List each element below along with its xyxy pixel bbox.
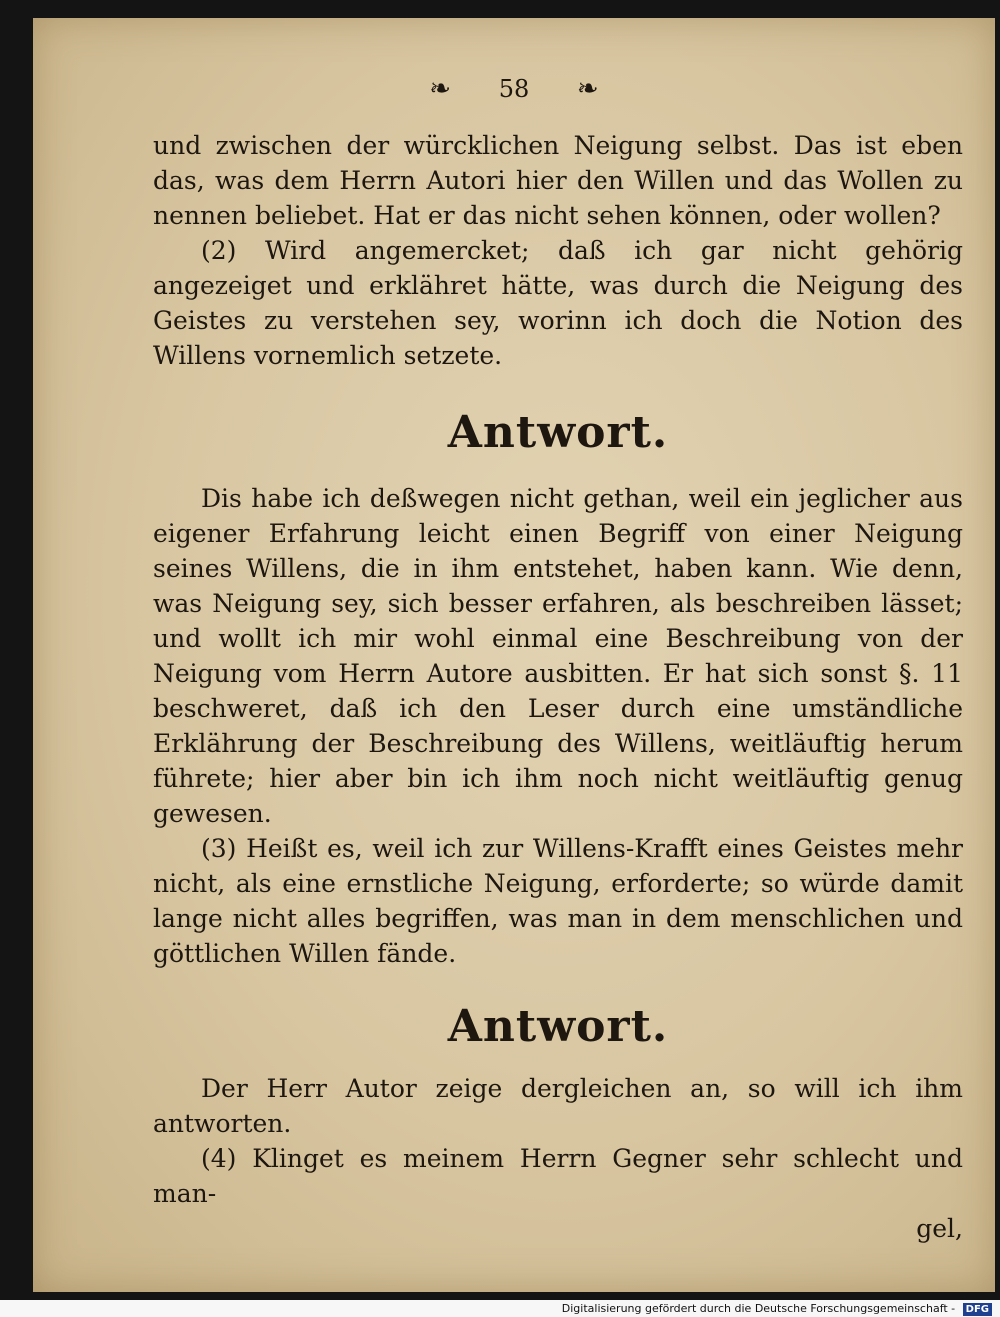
paragraph-6: (4) Klinget es meinem Herrn Gegner sehr schlecht und man- xyxy=(153,1144,963,1208)
paragraph-4: (3) Heißt es, weil ich zur Willens-Krafft eines Geistes mehr nicht, als eine ernstliche Neigung, erforderte; so würde damit lange nicht alles begriffen, was man in dem menschlichen und göttlichen Willen fände. xyxy=(153,834,963,968)
ornament-left-icon: ❧ xyxy=(429,74,452,104)
digitization-footer xyxy=(562,1300,992,1317)
dfg-logo: DFG xyxy=(963,1303,992,1316)
heading-antwort-1: Antwort. xyxy=(447,407,669,458)
heading-antwort-2: Antwort. xyxy=(447,1001,669,1052)
ornament-right-icon: ❧ xyxy=(576,74,599,104)
footer-credit: Digitalisierung gefördert durch die Deutsche Forschungsgemeinschaft - xyxy=(561,1302,956,1315)
book-page xyxy=(33,18,995,1292)
page-header xyxy=(33,74,995,104)
page-text xyxy=(153,128,963,1246)
paragraph-3: Dis habe ich deßwegen nicht gethan, weil ein jeglicher aus eigener Erfahrung leicht einen Begriff von einer Neigung seines Willens, die in ihm entstehet, haben kann. Wie denn, was Neigung sey, sich besser erfahren, als beschreiben lässet; und wollt ich mir wohl einmal eine Beschreibung von der Neigung vom Herrn Autore ausbitten. Er hat sich sonst §. 11 beschweret, daß ich den Leser durch eine umständliche Erklährung der Beschreibung des Willens, weitläuftig herum führete; hier aber bin ich ihm noch nicht weitläuftig genug gewesen. xyxy=(153,484,963,828)
catchword: gel, xyxy=(916,1214,963,1243)
page-number: 58 xyxy=(498,75,530,103)
paragraph-1: und zwischen der würcklichen Neigung selbst. Das ist eben das, was dem Herrn Autori hier den Willen und das Wollen zu nennen beliebet. Hat er das nicht sehen können, oder wollen? xyxy=(153,131,963,230)
paragraph-5: Der Herr Autor zeige dergleichen an, so will ich ihm antworten. xyxy=(153,1074,963,1138)
paragraph-2: (2) Wird angemercket; daß ich gar nicht gehörig angezeiget und erklähret hätte, was durch die Neigung des Geistes zu verstehen sey, worinn ich doch die Notion des Willens vornemlich setzete. xyxy=(153,236,963,370)
